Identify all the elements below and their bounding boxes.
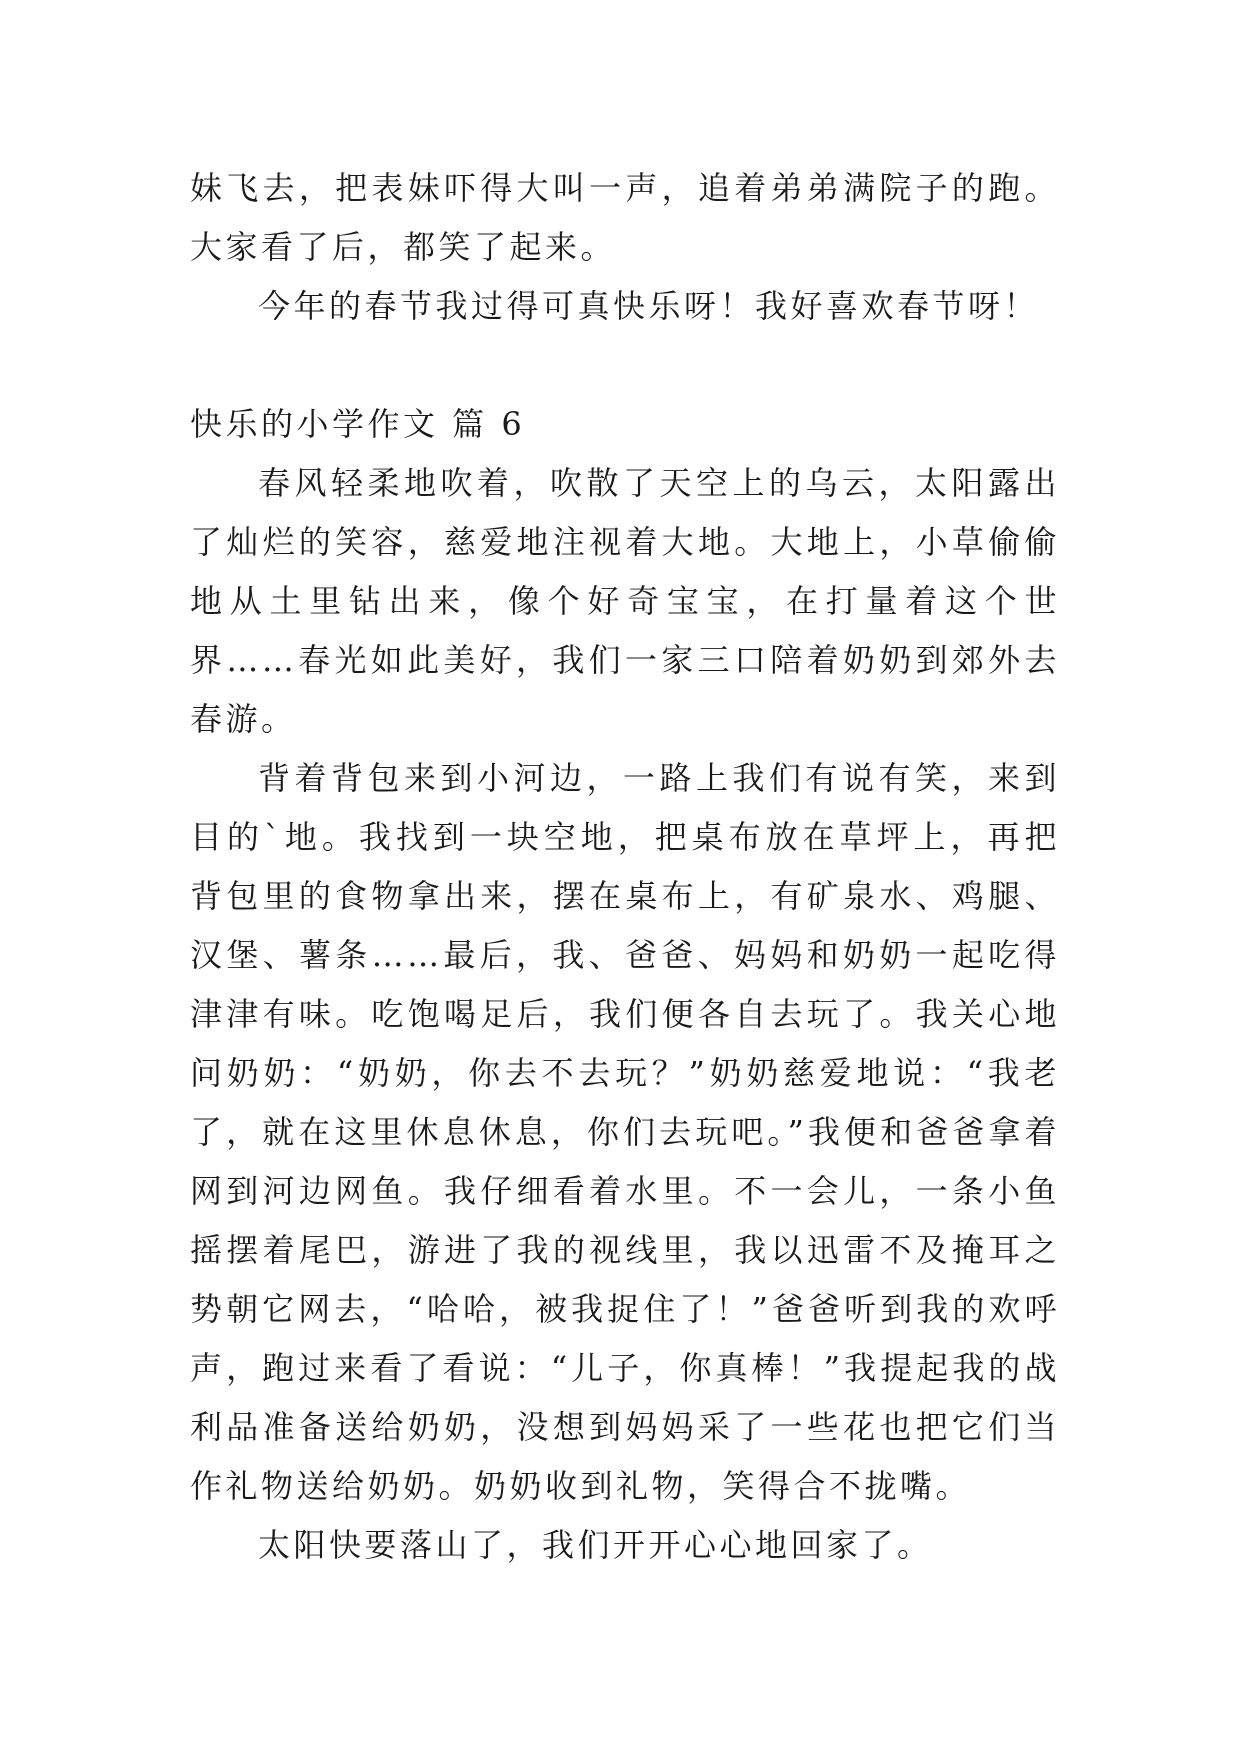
- paragraph-going-home: 太阳快要落山了，我们开开心心地回家了。: [258, 1526, 933, 1564]
- continued-paragraph: 妹飞去，把表妹吓得大叫一声，追着弟弟满院子的跑。大家看了后，都笑了起来。: [190, 169, 1060, 266]
- document-body: [190, 159, 1060, 1575]
- paragraph-spring-outing: 春风轻柔地吹着，吹散了天空上的乌云，太阳露出了灿烂的笑容，慈爱地注视着大地。大地上，小草偷偷地从土里钻出来，像个好奇宝宝，在打量着这个世界……春光如此美好，我们一家三口陪着奶奶到郊外去春游。: [190, 464, 1060, 738]
- section-heading: 快乐的小学作文 篇 6: [190, 405, 526, 443]
- paragraph-picnic: 背着背包来到小河边，一路上我们有说有笑，来到目的`地。我找到一块空地，把桌布放在草坪上，再把背包里的食物拿出来，摆在桌布上，有矿泉水、鸡腿、汉堡、薯条……最后，我、爸爸、妈妈和奶奶一起吃得津津有味。吃饱喝足后，我们便各自去玩了。我关心地问奶奶：“奶奶，你去不去玩？”奶奶慈爱地说：“我老了，就在这里休息休息，你们去玩吧。”我便和爸爸拿着网到河边网鱼。我仔细看着水里。不一会儿，一条小鱼摇摆着尾巴，游进了我的视线里，我以迅雷不及掩耳之势朝它网去，“哈哈，被我捉住了！”爸爸听到我的欢呼声，跑过来看了看说：“儿子，你真棒！”我提起我的战利品准备送给奶奶，没想到妈妈采了一些花也把它们当作礼物送给奶奶。奶奶收到礼物，笑得合不拢嘴。: [190, 759, 1060, 1505]
- spring-festival-paragraph: 今年的春节我过得可真快乐呀！我好喜欢春节呀！: [258, 287, 1040, 325]
